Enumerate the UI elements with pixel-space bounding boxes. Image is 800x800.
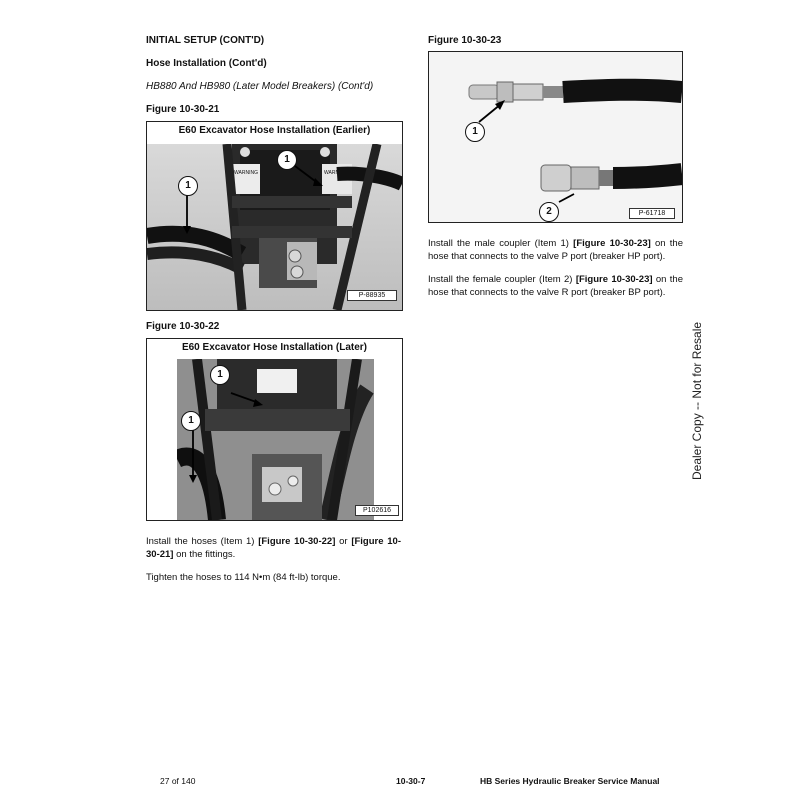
footer-page-count: 27 of 140 [160, 776, 196, 786]
model-note: HB880 And HB980 (Later Model Breakers) (Cont'd) [146, 81, 374, 92]
dealer-copy-watermark: Dealer Copy -- Not for Resale [690, 321, 704, 480]
female-coupler-paragraph [428, 274, 683, 299]
ref-figure-22[interactable]: [Figure 10-30-22] [258, 536, 336, 547]
figure-21-callout-1a: 1 [178, 176, 198, 196]
figure-22-photo [177, 359, 374, 520]
figure-23-callout-2: 2 [539, 202, 559, 222]
figure-23-photo-code: P-61718 [629, 208, 675, 219]
install-hoses-text-3: on the fittings. [173, 548, 236, 560]
footer-page-number: 10-30-7 [396, 776, 426, 786]
figure-22-callout-1a: 1 [210, 365, 230, 385]
section-title: INITIAL SETUP (CONT'D) [146, 35, 265, 46]
figure-23-callout-1: 1 [465, 122, 485, 142]
figure-21-photo-code: P-88935 [347, 290, 397, 301]
female-coupler-text-1: Install the female coupler (Item 2) [428, 274, 576, 285]
figure-23-label: Figure 10-30-23 [428, 35, 502, 46]
ref-figure-23-b[interactable]: [Figure 10-30-23] [575, 274, 653, 285]
install-hoses-text-1: Install the hoses (Item 1) [146, 536, 259, 547]
figure-21-box [146, 121, 403, 311]
figure-23-box [428, 51, 683, 223]
female-coupler-text-2: on the hose that connects to the valve R port (breaker BP port). [428, 274, 683, 298]
figure-22-box [146, 338, 403, 521]
footer-manual-title: HB Series Hydraulic Breaker Service Manual [480, 776, 660, 786]
install-hoses-paragraph [146, 536, 401, 561]
figure-22-title: E60 Excavator Hose Installation (Later) [181, 342, 368, 353]
figure-23-photo [429, 52, 682, 222]
male-coupler-text-2: on the hose that connects to the valve P port (breaker HP port). [428, 238, 683, 262]
ref-figure-21[interactable]: [Figure 10-30-21] [146, 536, 401, 560]
figure-22-photo-code: P102616 [355, 505, 399, 516]
warning-label-2: WARNING [324, 170, 348, 176]
warning-label-1: WARNING [234, 170, 258, 176]
figure-22-label: Figure 10-30-22 [146, 321, 220, 332]
figure-21-title: E60 Excavator Hose Installation (Earlier) [178, 125, 371, 136]
male-coupler-paragraph [428, 238, 683, 263]
torque-paragraph: Tighten the hoses to 114 N•m (84 ft-lb) torque. [146, 572, 341, 583]
figure-22-callout-1b: 1 [181, 411, 201, 431]
install-hoses-text-2: or [335, 536, 352, 547]
figure-21-photo [147, 144, 402, 310]
ref-figure-23-a[interactable]: [Figure 10-30-23] [573, 238, 651, 249]
male-coupler-text-1: Install the male coupler (Item 1) [428, 238, 574, 249]
figure-21-callout-1b: 1 [277, 150, 297, 170]
subsection-title: Hose Installation (Cont'd) [146, 58, 267, 69]
figure-21-label: Figure 10-30-21 [146, 104, 220, 115]
